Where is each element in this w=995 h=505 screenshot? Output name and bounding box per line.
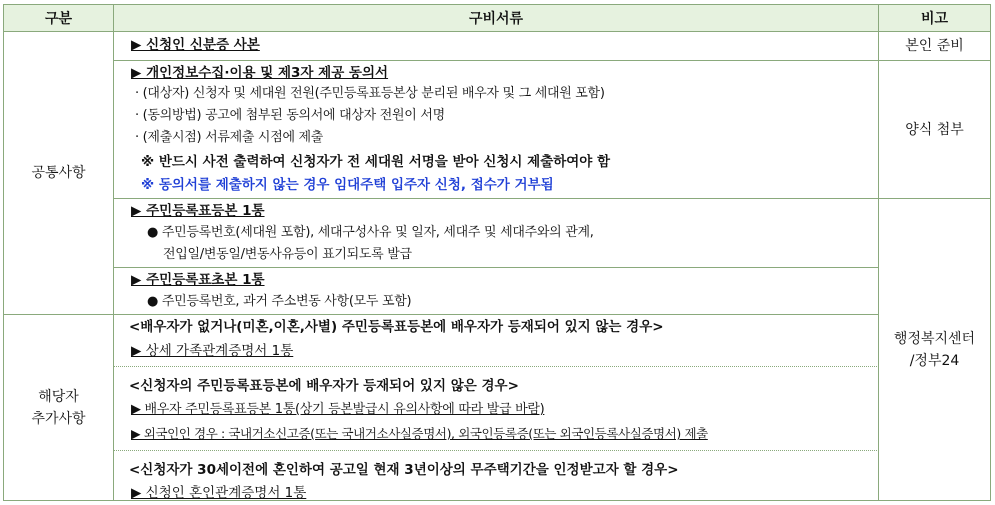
case-spouse-missing-item2: ▶ 외국인인 경우 : 국내거소신고증(또는 국내거소사실증명서), 외국인등록증(또는 외국인등록사실증명서) 제출	[131, 426, 708, 441]
id-copy-item: ▶ 신청인 신분증 사본	[131, 37, 260, 53]
remark-admin-center	[878, 198, 991, 501]
consent-note-reject: ※ 동의서를 제출하지 않는 경우 임대주택 입주자 신청, 접수가 거부됨	[141, 177, 554, 193]
case-no-spouse-item: ▶ 상세 가족관계증명서 1통	[131, 343, 294, 359]
consent-item-method: · (동의방법) 공고에 첨부된 동의서에 대상자 전원이 서명	[135, 108, 445, 123]
consent-form-title: ▶ 개인정보수집·이용 및 제3자 제공 동의서	[131, 65, 389, 81]
header-remarks: 비고	[878, 4, 991, 32]
case-no-spouse-title: <배우자가 없거나(미혼,이혼,사별) 주민등록표등본에 배우자가 등재되어 있지 않는 경우>	[129, 319, 664, 335]
resident-copy-item1: ● 주민등록번호(세대원 포함), 세대구성사유 및 일자, 세대주 및 세대주와의 관계,	[147, 225, 594, 240]
consent-item-timing: · (제출시점) 서류제출 시점에 제출	[135, 130, 324, 145]
case-spouse-missing-item1: ▶ 배우자 주민등록표등본 1통(상기 등본발급시 유의사항에 따라 발급 바람)	[131, 402, 545, 417]
resident-abstract-title: ▶ 주민등록표초본 1통	[131, 272, 265, 288]
category-additional-line1: 해당자	[38, 388, 79, 405]
header-documents: 구비서류	[113, 4, 879, 32]
category-additional	[3, 314, 114, 501]
category-common: 공통사항	[3, 31, 114, 315]
case-early-marriage-item: ▶ 신청인 혼인관계증명서 1통	[131, 485, 307, 501]
header-category: 구분	[3, 4, 114, 32]
case-spouse-missing-title: <신청자의 주민등록표등본에 배우자가 등재되어 있지 않은 경우>	[129, 378, 519, 394]
resident-copy-item2: 전입일/변동일/변동사유등이 표기되도록 발급	[163, 247, 412, 262]
remark-self-prep: 본인 준비	[878, 31, 991, 61]
consent-item-target: · (대상자) 신청자 및 세대원 전원(주민등록표등본상 분리된 배우자 및 그 세대원 포함)	[135, 86, 605, 101]
category-additional-line2: 추가사항	[31, 410, 86, 427]
resident-abstract-item1: ● 주민등록번호, 과거 주소변동 사항(모두 포함)	[147, 294, 412, 309]
remark-center-line1: 행정복지센터	[893, 330, 976, 347]
resident-copy-title: ▶ 주민등록표등본 1통	[131, 203, 265, 219]
remark-form-attached: 양식 첨부	[878, 60, 991, 199]
consent-note-print: ※ 반드시 사전 출력하여 신청자가 전 세대원 서명을 받아 신청시 제출하여야 함	[141, 154, 611, 170]
case-early-marriage-title: <신청자가 30세이전에 혼인하여 공고일 현재 3년이상의 무주택기간을 인정받고자 할 경우>	[129, 462, 679, 478]
remark-center-line2: /정부24	[909, 352, 960, 369]
document-table	[3, 4, 991, 501]
